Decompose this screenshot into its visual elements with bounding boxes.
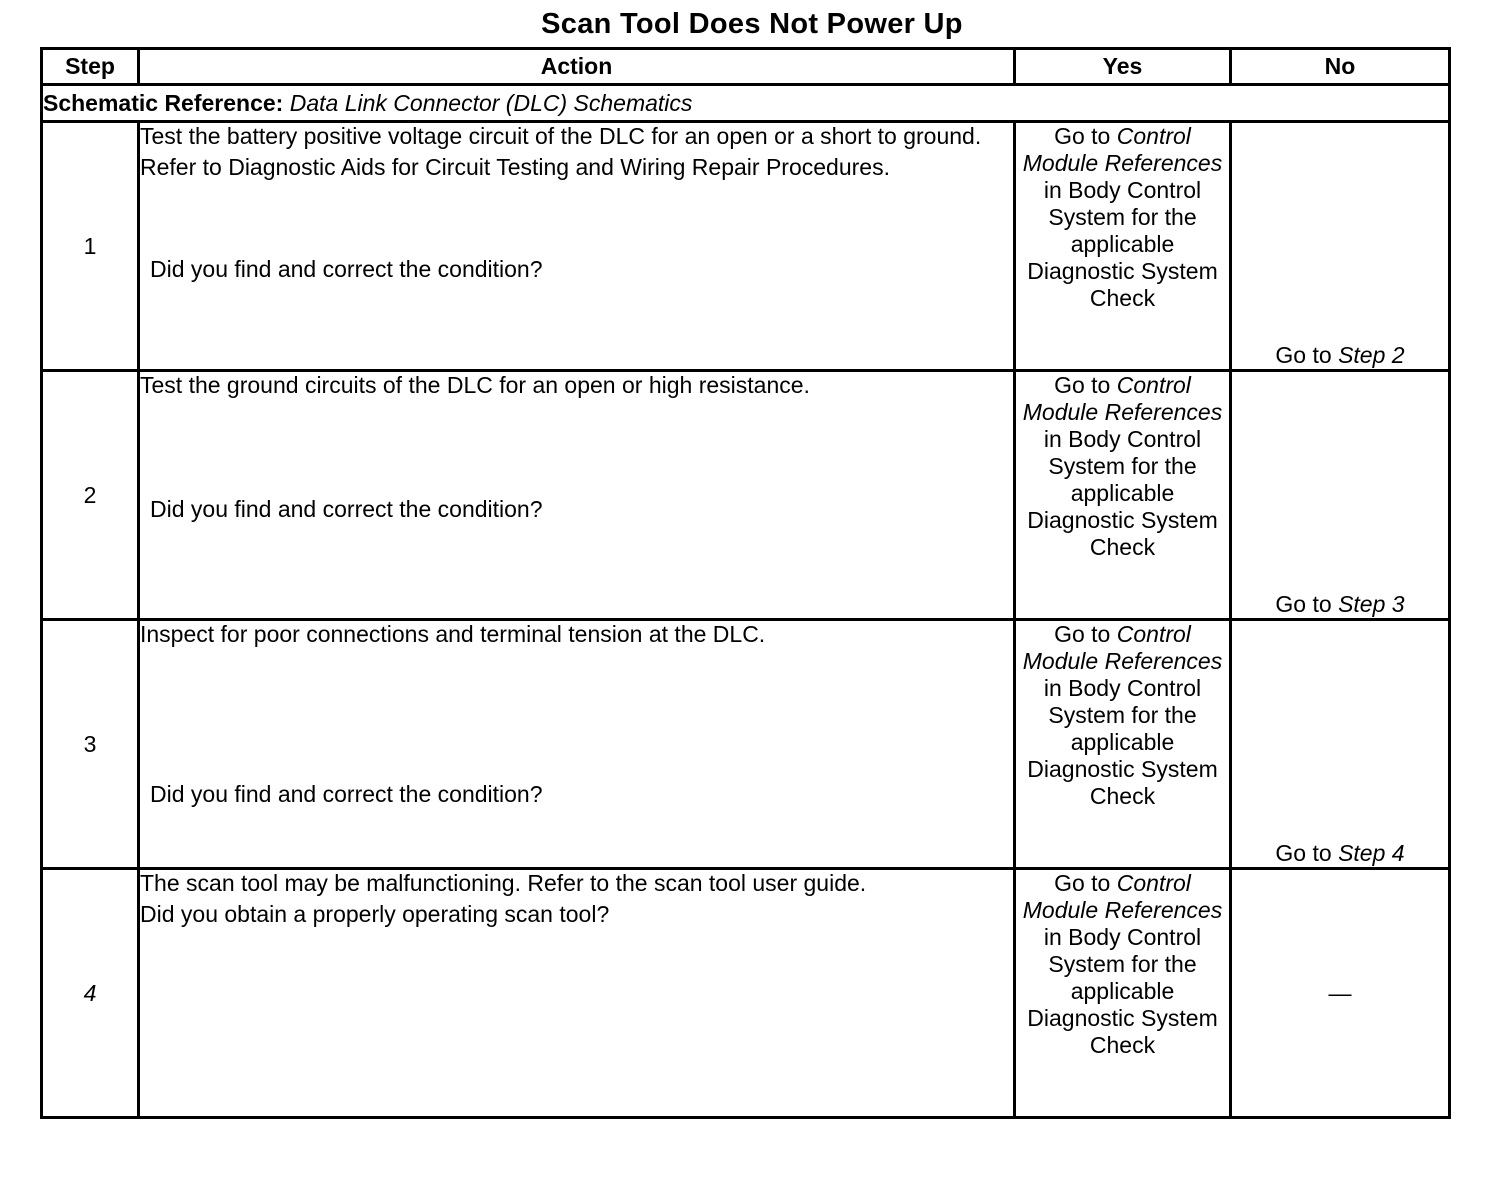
no-go-to: Go to xyxy=(1275,342,1332,368)
step-no xyxy=(1231,122,1450,371)
schematic-reference-row xyxy=(42,85,1450,122)
page-title: Scan Tool Does Not Power Up xyxy=(541,8,963,40)
diagnostic-table xyxy=(40,47,1451,1119)
yes-go-to: Go to xyxy=(1054,123,1111,149)
header-step: Step xyxy=(42,49,139,85)
step-no xyxy=(1231,620,1450,869)
action-question: Did you obtain a properly operating scan tool? xyxy=(140,901,610,927)
no-step-link[interactable]: Step 2 xyxy=(1338,342,1405,368)
step-action xyxy=(139,122,1015,371)
yes-go-to: Go to xyxy=(1054,621,1111,647)
yes-go-to: Go to xyxy=(1054,372,1111,398)
header-action: Action xyxy=(139,49,1015,85)
step-number: 4 xyxy=(42,869,139,1118)
no-step-link[interactable]: Step 4 xyxy=(1338,840,1405,866)
schematic-label: Schematic Reference: xyxy=(43,89,284,116)
yes-tail: in Body Control System for the applicable Diagnostic System Check xyxy=(1027,177,1218,311)
step-yes xyxy=(1015,620,1231,869)
step-yes xyxy=(1015,371,1231,620)
yes-go-to: Go to xyxy=(1054,870,1111,896)
step-action xyxy=(139,620,1015,869)
action-text: Test the battery positive voltage circuit of the DLC for an open or a short to ground. xyxy=(140,123,982,149)
step-row-3 xyxy=(42,620,1450,869)
schematic-reference xyxy=(42,85,1450,122)
schematic-link[interactable]: Data Link Connector (DLC) Schematics xyxy=(289,89,693,116)
step-row-2 xyxy=(42,371,1450,620)
yes-tail: in Body Control System for the applicable Diagnostic System Check xyxy=(1027,924,1218,1058)
step-no xyxy=(1231,371,1450,620)
step-action xyxy=(139,869,1015,1118)
header-row xyxy=(42,49,1450,85)
yes-tail: in Body Control System for the applicable Diagnostic System Check xyxy=(1027,675,1218,809)
action-question: Did you find and correct the condition? xyxy=(150,496,543,522)
step-yes xyxy=(1015,122,1231,371)
header-yes: Yes xyxy=(1015,49,1231,85)
yes-link[interactable]: Control Module References xyxy=(1022,372,1223,425)
no-step-link[interactable]: Step 3 xyxy=(1338,591,1405,617)
no-go-to: Go to xyxy=(1275,840,1332,866)
step-no-dash: — xyxy=(1231,869,1450,1118)
yes-tail: in Body Control System for the applicable Diagnostic System Check xyxy=(1027,426,1218,560)
no-go-to: Go to xyxy=(1275,591,1332,617)
step-action xyxy=(139,371,1015,620)
step-number: 2 xyxy=(42,371,139,620)
action-text: Test the ground circuits of the DLC for an open or high resistance. xyxy=(140,372,810,398)
step-row-1 xyxy=(42,122,1450,371)
step-row-4 xyxy=(42,869,1450,1118)
action-text: The scan tool may be malfunctioning. Refer to the scan tool user guide. xyxy=(140,870,867,896)
action-question: Did you find and correct the condition? xyxy=(150,256,543,282)
action-text: Inspect for poor connections and terminal tension at the DLC. xyxy=(140,621,766,647)
yes-link[interactable]: Control Module References xyxy=(1022,621,1223,674)
header-no: No xyxy=(1231,49,1450,85)
step-yes xyxy=(1015,869,1231,1118)
yes-link[interactable]: Control Module References xyxy=(1022,870,1223,923)
step-number: 3 xyxy=(42,620,139,869)
yes-link[interactable]: Control Module References xyxy=(1022,123,1223,176)
action-text: Refer to Diagnostic Aids for Circuit Testing and Wiring Repair Procedures. xyxy=(140,154,890,180)
action-question: Did you find and correct the condition? xyxy=(150,781,543,807)
step-number: 1 xyxy=(42,122,139,371)
